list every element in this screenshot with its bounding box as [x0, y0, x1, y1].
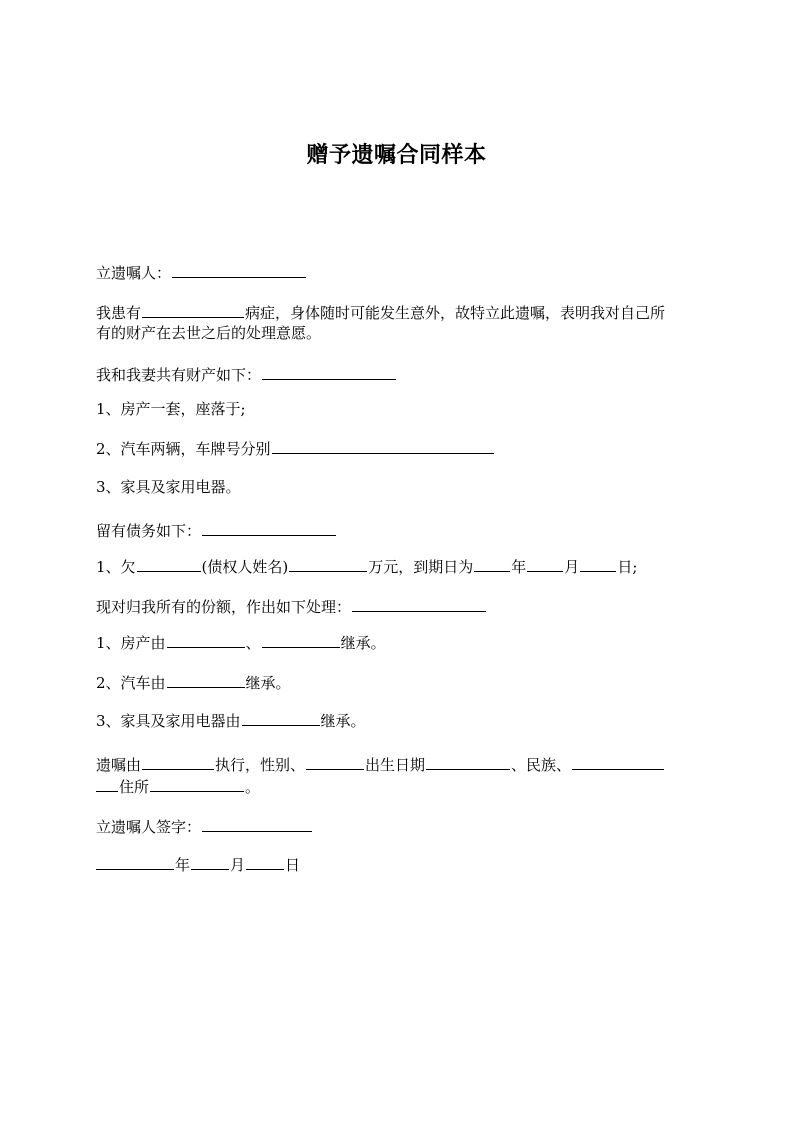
illness-name-field[interactable]	[142, 300, 244, 318]
executor-execute-text: 执行，性别、	[215, 756, 306, 774]
disposition-car-line	[96, 670, 700, 694]
furniture-heir-field[interactable]	[242, 708, 320, 726]
due-day-label: 日;	[617, 558, 638, 576]
due-year-label: 年	[511, 558, 527, 576]
disposition-heading-line	[96, 594, 700, 618]
testator-name-field[interactable]	[172, 260, 306, 278]
debts-heading: 留有债务如下：	[96, 522, 202, 540]
executor-prefix: 遗嘱由	[96, 756, 142, 774]
illness-line-2	[96, 322, 700, 344]
signature-line	[96, 814, 700, 838]
signature-year-field[interactable]	[96, 852, 174, 870]
illness-text-2: 有的财产在去世之后的处理意愿。	[96, 324, 322, 342]
creditor-note: (债权人姓名)	[201, 558, 289, 576]
car-inherit-text: 继承。	[245, 674, 291, 692]
debts-heading-line	[96, 518, 700, 542]
house-heir-field-1[interactable]	[167, 630, 245, 648]
debts-field[interactable]	[202, 518, 336, 536]
executor-gender-field[interactable]	[306, 752, 364, 770]
disposition-house-line	[96, 630, 700, 654]
house-heir-prefix: 1、房产由	[96, 634, 166, 652]
testator-line	[96, 260, 700, 284]
signature-field[interactable]	[202, 814, 312, 832]
furniture-heir-prefix: 3、家具及家用电器由	[96, 712, 241, 730]
house-inherit-text: 继承。	[340, 634, 386, 652]
executor-birth-field[interactable]	[426, 752, 510, 770]
signature-date-line	[96, 852, 700, 876]
illness-prefix: 我患有	[96, 304, 142, 322]
due-day-field[interactable]	[580, 554, 616, 572]
executor-line-2	[96, 774, 700, 798]
executor-ethnic-field[interactable]	[572, 752, 664, 770]
joint-property-field[interactable]	[262, 362, 396, 380]
license-plate-field[interactable]	[272, 436, 494, 454]
disposition-furniture-line	[96, 708, 700, 732]
executor-line-1	[96, 752, 700, 776]
executor-ethnic-field-cont[interactable]	[96, 774, 118, 792]
signature-month-field[interactable]	[191, 852, 229, 870]
joint-property-item-1	[96, 398, 700, 420]
debt-prefix: 1、欠	[96, 558, 136, 576]
debt-item-line	[96, 554, 700, 578]
house-item-text: 1、房产一套，座落于;	[96, 400, 246, 418]
executor-period: 。	[245, 778, 261, 796]
car-item-text: 2、汽车两辆，车牌号分别	[96, 440, 271, 458]
illness-line-1	[96, 300, 700, 324]
joint-property-item-3	[96, 476, 700, 498]
house-heir-separator: 、	[245, 634, 261, 652]
executor-name-field[interactable]	[142, 752, 214, 770]
car-heir-field[interactable]	[167, 670, 245, 688]
illness-text: 病症，身体随时可能发生意外，故特立此遗嘱，表明我对自己所	[245, 304, 666, 322]
due-month-label: 月	[564, 558, 580, 576]
signature-day-field[interactable]	[246, 852, 284, 870]
executor-residence-field[interactable]	[150, 774, 244, 792]
due-month-field[interactable]	[527, 554, 563, 572]
car-heir-prefix: 2、汽车由	[96, 674, 166, 692]
executor-residence-label: 住所	[119, 778, 150, 796]
debt-blank-1[interactable]	[137, 554, 201, 572]
house-heir-field-2[interactable]	[262, 630, 340, 648]
disposition-field[interactable]	[352, 594, 486, 612]
signature-year-label: 年	[175, 856, 191, 874]
signature-day-label: 日	[285, 856, 301, 874]
debt-amount-field[interactable]	[289, 554, 367, 572]
executor-birth-label: 出生日期	[365, 756, 426, 774]
joint-property-item-2	[96, 436, 700, 460]
document-title: 赠予遗嘱合同样本	[306, 143, 487, 168]
signature-month-label: 月	[230, 856, 246, 874]
joint-property-heading: 我和我妻共有财产如下：	[96, 366, 262, 384]
testator-label: 立遗嘱人：	[96, 264, 172, 282]
signature-label: 立遗嘱人签字：	[96, 818, 202, 836]
furniture-inherit-text: 继承。	[320, 712, 366, 730]
executor-ethnic-label: 、民族、	[511, 756, 572, 774]
disposition-heading: 现对归我所有的份额，作出如下处理：	[96, 598, 352, 616]
furniture-item-text: 3、家具及家用电器。	[96, 478, 241, 496]
due-year-field[interactable]	[474, 554, 510, 572]
joint-property-heading-line	[96, 362, 700, 386]
debt-amount-unit: 万元，到期日为	[368, 558, 474, 576]
